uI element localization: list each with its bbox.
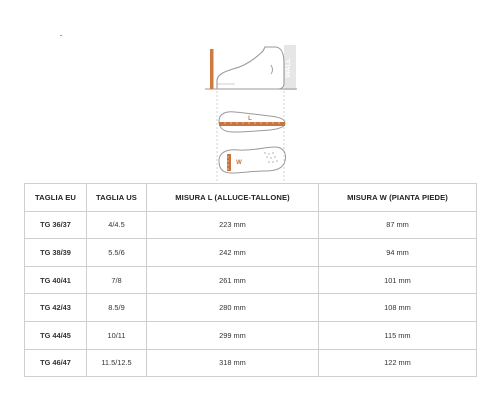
cell-width: 115 mm: [319, 321, 477, 349]
cell-us-size: 7/8: [87, 266, 147, 294]
cell-eu-size: TG 38/39: [25, 239, 87, 267]
cell-width: 108 mm: [319, 294, 477, 322]
cell-length: 299 mm: [147, 321, 319, 349]
cell-width: 87 mm: [319, 211, 477, 239]
foot-width-measure-icon: [219, 147, 286, 173]
length-ruler-icon: [210, 49, 214, 89]
wall-label: WALL: [285, 58, 292, 78]
table-header-row: [25, 184, 477, 212]
decorative-dot: [60, 35, 62, 36]
cell-length: 223 mm: [147, 211, 319, 239]
width-label: W: [236, 160, 242, 166]
foot-length-measure-icon: [219, 112, 285, 132]
cell-eu-size: TG 46/47: [25, 349, 87, 377]
cell-us-size: 8.5/9: [87, 294, 147, 322]
cell-width: 101 mm: [319, 266, 477, 294]
length-label: L: [248, 116, 252, 122]
header-width: MISURA W (PIANTA PIEDE): [319, 184, 477, 212]
header-length: MISURA L (ALLUCE-TALLONE): [147, 184, 319, 212]
size-chart-table: [24, 183, 477, 377]
table-row: [25, 266, 477, 294]
cell-eu-size: TG 44/45: [25, 321, 87, 349]
cell-us-size: 10/11: [87, 321, 147, 349]
width-measure-bar: [227, 154, 231, 171]
table-row: [25, 321, 477, 349]
table-row: [25, 294, 477, 322]
foot-side-view-icon: [205, 45, 297, 90]
cell-us-size: 11.5/12.5: [87, 349, 147, 377]
cell-length: 242 mm: [147, 239, 319, 267]
cell-width: 94 mm: [319, 239, 477, 267]
toe-texture: [264, 152, 278, 163]
cell-us-size: 5.5/6: [87, 239, 147, 267]
foot-measurement-illustration: [205, 43, 297, 185]
table-row: [25, 239, 477, 267]
cell-length: 318 mm: [147, 349, 319, 377]
cell-eu-size: TG 42/43: [25, 294, 87, 322]
table-row: [25, 211, 477, 239]
cell-length: 280 mm: [147, 294, 319, 322]
cell-eu-size: TG 36/37: [25, 211, 87, 239]
cell-width: 122 mm: [319, 349, 477, 377]
header-eu-size: TAGLIA EU: [25, 184, 87, 212]
table-row: [25, 349, 477, 377]
length-measure-bar: [219, 122, 285, 126]
header-us-size: TAGLIA US: [87, 184, 147, 212]
cell-us-size: 4/4.5: [87, 211, 147, 239]
cell-eu-size: TG 40/41: [25, 266, 87, 294]
cell-length: 261 mm: [147, 266, 319, 294]
